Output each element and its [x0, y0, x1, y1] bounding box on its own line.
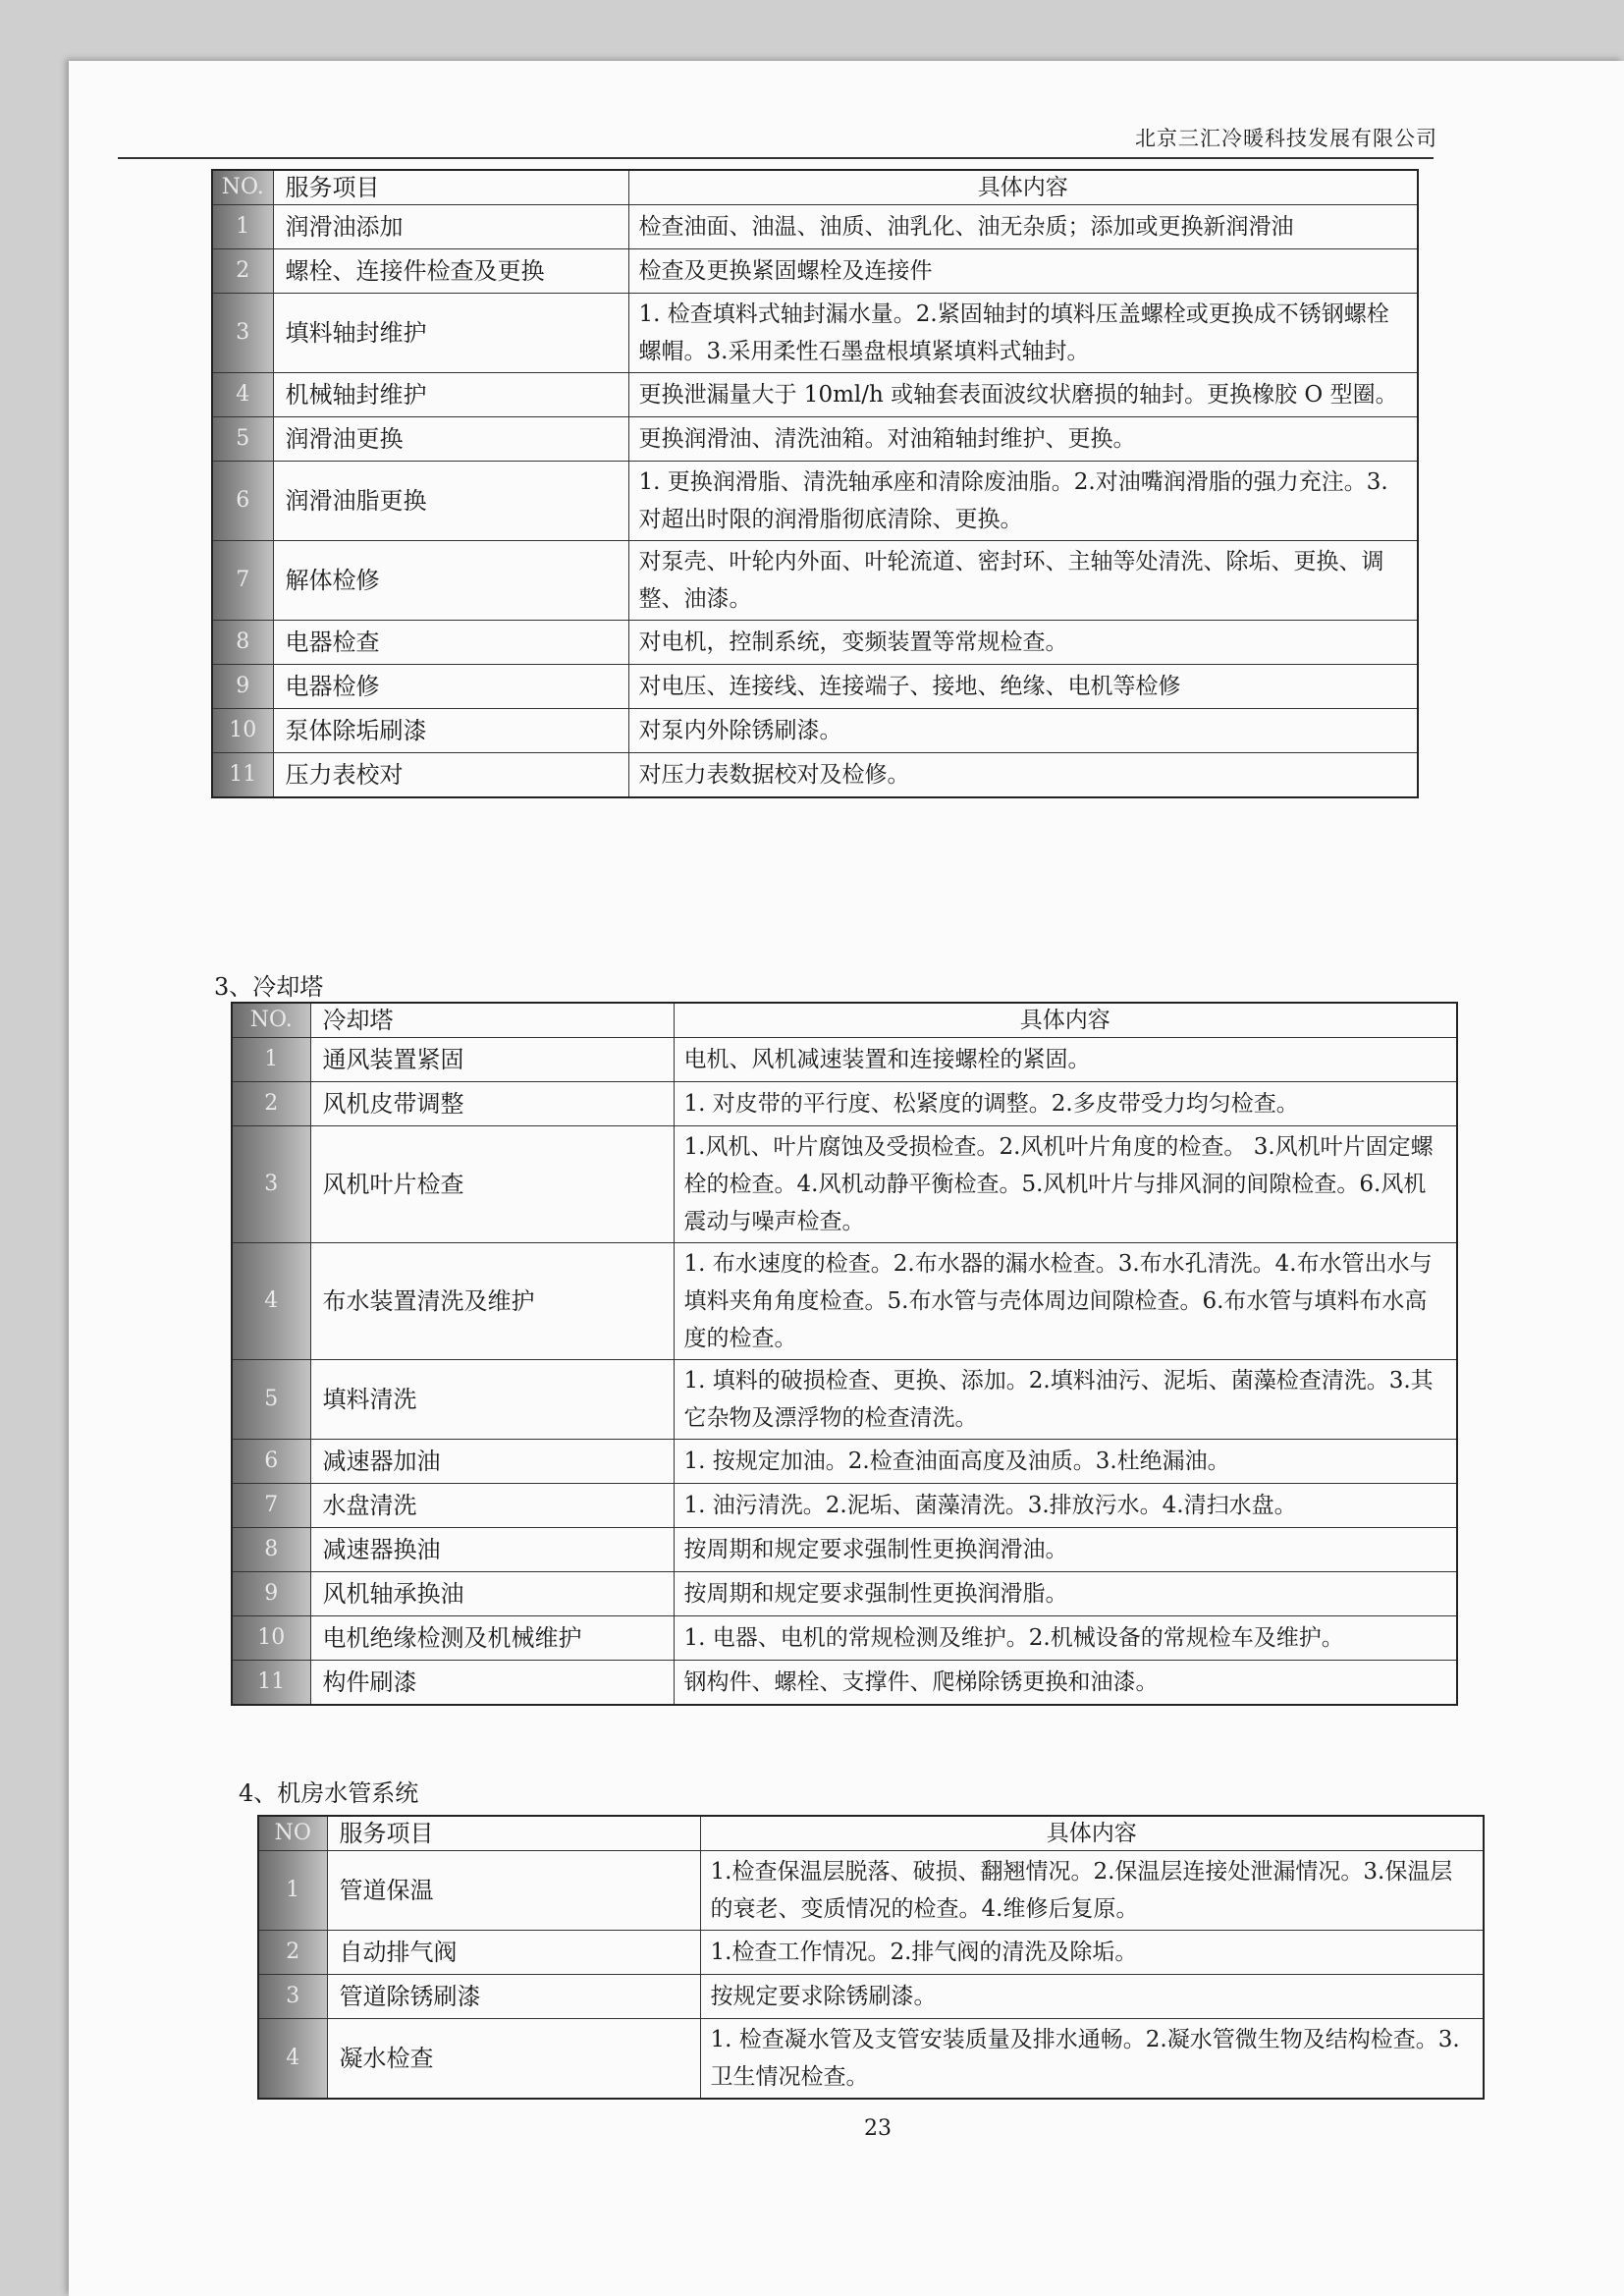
cell-content: 1. 电器、电机的常规检测及维护。2.机械设备的常规检车及维护。	[674, 1616, 1457, 1661]
cell-content: 1. 按规定加油。2.检查油面高度及油质。3.杜绝漏油。	[674, 1440, 1457, 1484]
cell-content: 按周期和规定要求强制性更换润滑脂。	[674, 1572, 1457, 1616]
cell-item: 填料轴封维护	[273, 294, 628, 373]
cell-content: 1.检查工作情况。2.排气阀的清洗及除垢。	[700, 1931, 1484, 1975]
header-content: 具体内容	[628, 170, 1418, 205]
cell-content: 对泵壳、叶轮内外面、叶轮流道、密封环、主轴等处清洗、除垢、更换、调整、油漆。	[628, 541, 1418, 621]
header-item: 服务项目	[327, 1816, 700, 1851]
header-item: 冷却塔	[310, 1003, 674, 1038]
table-row	[232, 1661, 1457, 1706]
header-item: 服务项目	[273, 170, 628, 205]
cell-content: 更换泄漏量大于 10ml/h 或轴套表面波纹状磨损的轴封。更换橡胶 O 型圈。	[628, 373, 1418, 417]
header-no: NO	[258, 1816, 327, 1851]
cell-content: 1. 油污清洗。2.泥垢、菌藻清洗。3.排放污水。4.清扫水盘。	[674, 1484, 1457, 1528]
cell-no: 11	[232, 1661, 310, 1706]
table-row	[212, 709, 1418, 753]
cell-content: 对压力表数据校对及检修。	[628, 753, 1418, 798]
header-content: 具体内容	[700, 1816, 1484, 1851]
table-row	[212, 665, 1418, 709]
cell-content: 钢构件、螺栓、支撑件、爬梯除锈更换和油漆。	[674, 1661, 1457, 1706]
table-row	[258, 1931, 1484, 1975]
cell-item: 润滑油脂更换	[273, 462, 628, 541]
cell-no: 7	[212, 541, 273, 621]
table-row	[212, 417, 1418, 462]
table-row	[232, 1126, 1457, 1243]
cell-item: 电机绝缘检测及机械维护	[310, 1616, 674, 1661]
cell-content: 检查油面、油温、油质、油乳化、油无杂质；添加或更换新润滑油	[628, 205, 1418, 249]
cell-no: 1	[232, 1038, 310, 1082]
cell-item: 减速器换油	[310, 1528, 674, 1572]
cell-content: 1.检查保温层脱落、破损、翻翘情况。2.保温层连接处泄漏情况。3.保温层的衰老、变质情况的检查。4.维修后复原。	[700, 1851, 1484, 1931]
cell-content: 1. 对皮带的平行度、松紧度的调整。2.多皮带受力均匀检查。	[674, 1082, 1457, 1126]
cell-content: 1.风机、叶片腐蚀及受损检查。2.风机叶片角度的检查。 3.风机叶片固定螺栓的检查。4.风机动静平衡检查。5.风机叶片与排风洞的间隙检查。6.风机震动与噪声检查。	[674, 1126, 1457, 1243]
cell-content: 按周期和规定要求强制性更换润滑油。	[674, 1528, 1457, 1572]
cell-item: 压力表校对	[273, 753, 628, 798]
page-number: 23	[864, 2116, 892, 2141]
table-row	[258, 1975, 1484, 2019]
cell-item: 润滑油更换	[273, 417, 628, 462]
table-row	[232, 1484, 1457, 1528]
cell-item: 管道除锈刷漆	[327, 1975, 700, 2019]
cell-item: 减速器加油	[310, 1440, 674, 1484]
section-title-cooling-tower: 3、冷却塔	[214, 973, 324, 1001]
table-row	[258, 1851, 1484, 1931]
cell-item: 电器检修	[273, 665, 628, 709]
table-row	[212, 205, 1418, 249]
table-row	[232, 1082, 1457, 1126]
cell-no: 5	[232, 1360, 310, 1440]
cell-no: 9	[212, 665, 273, 709]
cell-no: 7	[232, 1484, 310, 1528]
cell-content: 电机、风机减速装置和连接螺栓的紧固。	[674, 1038, 1457, 1082]
table-row	[212, 541, 1418, 621]
cell-no: 3	[258, 1975, 327, 2019]
header-content: 具体内容	[674, 1003, 1457, 1038]
cell-no: 4	[258, 2019, 327, 2100]
cell-content: 更换润滑油、清洗油箱。对油箱轴封维护、更换。	[628, 417, 1418, 462]
table-row	[212, 462, 1418, 541]
cell-item: 风机叶片检查	[310, 1126, 674, 1243]
cell-item: 填料清洗	[310, 1360, 674, 1440]
cell-item: 机械轴封维护	[273, 373, 628, 417]
table-row	[212, 373, 1418, 417]
cell-item: 润滑油添加	[273, 205, 628, 249]
cell-item: 构件刷漆	[310, 1661, 674, 1706]
cooling-tower-table	[231, 1002, 1458, 1706]
table-row	[212, 294, 1418, 373]
cell-no: 4	[232, 1243, 310, 1360]
cell-no: 1	[258, 1851, 327, 1931]
cell-content: 1. 布水速度的检查。2.布水器的漏水检查。3.布水孔清洗。4.布水管出水与填料夹角角度检查。5.布水管与壳体周边间隙检查。6.布水管与填料布水高度的检查。	[674, 1243, 1457, 1360]
cell-no: 11	[212, 753, 273, 798]
company-header: 北京三汇冷暖科技发展有限公司	[1135, 127, 1437, 150]
cell-content: 检查及更换紧固螺栓及连接件	[628, 249, 1418, 294]
pump-service-table	[211, 169, 1419, 798]
cell-no: 1	[212, 205, 273, 249]
table-row	[232, 1243, 1457, 1360]
cell-item: 布水装置清洗及维护	[310, 1243, 674, 1360]
cell-item: 通风装置紧固	[310, 1038, 674, 1082]
cell-content: 对电机，控制系统，变频装置等常规检查。	[628, 621, 1418, 665]
cell-item: 风机轴承换油	[310, 1572, 674, 1616]
water-pipe-table	[257, 1815, 1485, 2100]
cell-item: 自动排气阀	[327, 1931, 700, 1975]
header-no: NO.	[212, 170, 273, 205]
table-row	[232, 1038, 1457, 1082]
header-rule	[118, 157, 1434, 159]
cell-item: 泵体除垢刷漆	[273, 709, 628, 753]
table-header-row	[232, 1003, 1457, 1038]
cell-no: 10	[232, 1616, 310, 1661]
cell-no: 5	[212, 417, 273, 462]
cell-content: 对泵内外除锈刷漆。	[628, 709, 1418, 753]
cell-no: 6	[232, 1440, 310, 1484]
table-row	[232, 1572, 1457, 1616]
cell-content: 1. 检查填料式轴封漏水量。2.紧固轴封的填料压盖螺栓或更换成不锈钢螺栓螺帽。3.采用柔性石墨盘根填紧填料式轴封。	[628, 294, 1418, 373]
cell-no: 8	[212, 621, 273, 665]
table-row	[232, 1360, 1457, 1440]
cell-no: 9	[232, 1572, 310, 1616]
cell-no: 2	[258, 1931, 327, 1975]
section-title-water-pipes: 4、机房水管系统	[239, 1779, 419, 1807]
cell-content: 1. 填料的破损检查、更换、添加。2.填料油污、泥垢、菌藻检查清洗。3.其它杂物及漂浮物的检查清洗。	[674, 1360, 1457, 1440]
table-row	[232, 1616, 1457, 1661]
cell-item: 电器检查	[273, 621, 628, 665]
table-row	[232, 1528, 1457, 1572]
cell-item: 解体检修	[273, 541, 628, 621]
cell-content: 对电压、连接线、连接端子、接地、绝缘、电机等检修	[628, 665, 1418, 709]
cell-no: 4	[212, 373, 273, 417]
cell-no: 8	[232, 1528, 310, 1572]
header-no: NO.	[232, 1003, 310, 1038]
cell-no: 2	[232, 1082, 310, 1126]
cell-item: 螺栓、连接件检查及更换	[273, 249, 628, 294]
cell-item: 管道保温	[327, 1851, 700, 1931]
table-row	[212, 249, 1418, 294]
cell-content: 1. 检查凝水管及支管安装质量及排水通畅。2.凝水管微生物及结构检查。3.卫生情况检查。	[700, 2019, 1484, 2100]
cell-content: 1. 更换润滑脂、清洗轴承座和清除废油脂。2.对油嘴润滑脂的强力充注。3.对超出时限的润滑脂彻底清除、更换。	[628, 462, 1418, 541]
table-row	[212, 621, 1418, 665]
cell-item: 凝水检查	[327, 2019, 700, 2100]
cell-no: 10	[212, 709, 273, 753]
table-row	[212, 753, 1418, 798]
table-header-row	[212, 170, 1418, 205]
cell-no: 2	[212, 249, 273, 294]
cell-item: 风机皮带调整	[310, 1082, 674, 1126]
cell-no: 3	[212, 294, 273, 373]
cell-item: 水盘清洗	[310, 1484, 674, 1528]
cell-content: 按规定要求除锈刷漆。	[700, 1975, 1484, 2019]
cell-no: 6	[212, 462, 273, 541]
table-header-row	[258, 1816, 1484, 1851]
cell-no: 3	[232, 1126, 310, 1243]
table-row	[258, 2019, 1484, 2100]
table-row	[232, 1440, 1457, 1484]
